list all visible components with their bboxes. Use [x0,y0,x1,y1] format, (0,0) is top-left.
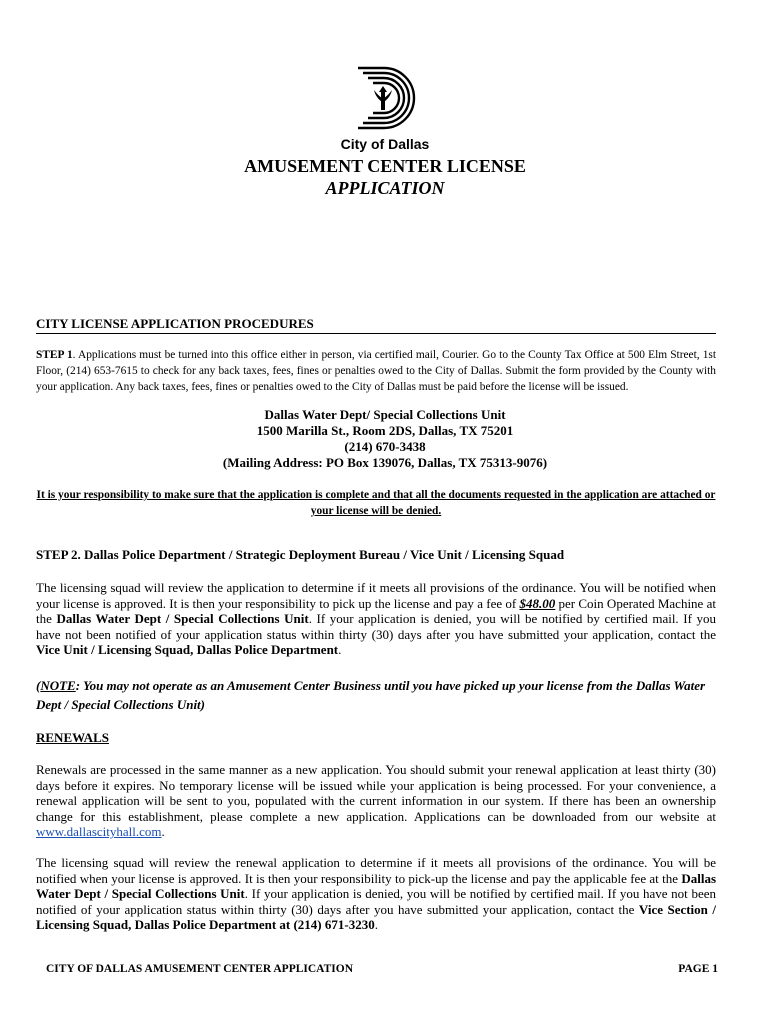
renewals-text: The licensing squad will review the renewal application to determine if it meets all provisions of the ordinance. You will be notified when your license is approved. It is then your responsibility to pick-up the license and pay the applicable fee at the [36,855,716,886]
renewals-text: . [161,824,165,840]
address-line: (214) 670-3438 [344,439,426,454]
collections-address [0,407,770,471]
step2-text: per Coin Operated Machine at the [36,595,716,627]
website-link[interactable]: www.dallascityhall.com [36,824,162,840]
renewals-paragraph-2 [36,855,716,933]
document-title: AMUSEMENT CENTER LICENSE [244,156,526,176]
step1-text: . Applications must be turned into this office either in person, via certified mail, Courier. Go to the County Tax Office at 500 Elm Street, 1st Floor, (214) 653-7615 to check for any back taxes, fees, fines or penalties owed to the City of Dallas. Submit the form provided by the County with your application. Any back taxes, fees, fines or penalties owed to the City of Dallas must be paid before the license will be issued. [36,349,717,393]
step2-paragraph [36,580,716,658]
responsibility-warning: It is your responsibility to make sure that the application is complete and that all the documents requested in the application are attached or your license will be denied. [36,489,716,517]
step2-heading: STEP 2. Dallas Police Department / Strategic Deployment Bureau / Vice Unit / Licensing Squad [36,547,565,562]
address-line: (Mailing Address: PO Box 139076, Dallas, TX 75313-9076) [222,455,548,470]
page-number: PAGE 1 [678,963,718,975]
step2-text: . [338,642,342,658]
vice-unit-name: Vice Unit / Licensing Squad, Dallas Police Department [36,642,339,658]
step2-text: The licensing squad will review the application to determine if it meets all provisions of the ordinance. You will be notified when your license is approved. It is then your responsibility to pick up the license and pay a fee of [36,580,716,611]
renewals-paragraph-1 [36,762,716,840]
unit-name: Dallas Water Dept / Special Collections Unit [36,870,716,902]
step1-label: STEP 1 [36,349,73,361]
city-of-dallas-logo [354,64,420,132]
fee-amount: $48.00 [519,595,556,611]
step1-paragraph [36,347,716,395]
address-line: 1500 Marilla St., Room 2DS, Dallas, TX 75201 [256,423,514,438]
footer-title: CITY OF DALLAS AMUSEMENT CENTER APPLICATION [46,963,354,975]
vice-section-contact: Vice Section / Licensing Squad, Dallas Police Department at (214) 671-3230 [36,901,716,933]
renewals-text: . If your application is denied, you will be notified by certified mail. If you have not been notified of your application status within thirty (30) days after you have submitted your application, contact the [36,886,716,917]
unit-name: Dallas Water Dept / Special Collections Unit [56,611,309,627]
note-paragraph [36,676,716,714]
note-open: ( [36,678,41,693]
renewals-heading: RENEWALS [36,730,109,745]
renewals-text: . [374,917,378,933]
note-label: NOTE [40,678,76,693]
address-line: Dallas Water Dept/ Special Collections Unit [264,407,506,422]
renewals-text: Renewals are processed in the same manner as a new application. You should submit your renewal application at least thirty (30) days before it expires. No temporary license will be issued while your application is being processed. For your convenience, a renewal application will be sent to you, populated with the current information in our system. If there has been an ownership change for this establishment, please complete a new application. Applications can be downloaded from our website at [36,762,716,824]
note-text: : You may not operate as an Amusement Center Business until you have picked up your license from the Dallas Water Dept / Special Collections Unit) [36,678,706,712]
step2-text: . If your application is denied, you will be notified by certified mail. If you have not been notified of your application status within thirty (30) days after you have submitted your application, contact the [36,611,716,642]
document-subtitle: APPLICATION [325,178,445,198]
city-name: City of Dallas [340,136,430,152]
procedures-heading: CITY LICENSE APPLICATION PROCEDURES [36,316,716,334]
